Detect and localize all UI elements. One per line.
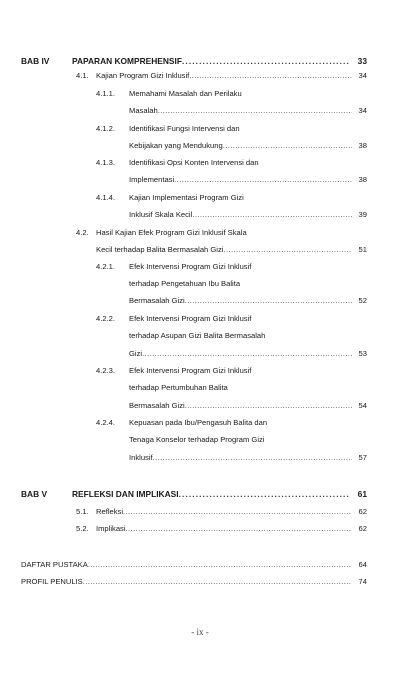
chapter-title: REFLEKSI DAN IMPLIKASI bbox=[72, 489, 179, 499]
subsection-number: 4.1.2. bbox=[96, 124, 115, 133]
subsection-title-line: Bermasalah Gizi bbox=[129, 296, 185, 305]
dot-leader bbox=[126, 524, 352, 534]
section-number: 4.2. bbox=[76, 228, 89, 237]
page-number: 34 bbox=[358, 71, 367, 80]
subsection-title-line: Masalah bbox=[129, 106, 158, 115]
subsection-number: 4.1.4. bbox=[96, 193, 115, 202]
bibliography-row[interactable] bbox=[21, 560, 352, 570]
subsection-number: 4.2.2. bbox=[96, 314, 115, 323]
chapter-title: PAPARAN KOMPREHENSIF bbox=[72, 56, 182, 66]
chapter-title-row[interactable] bbox=[72, 489, 350, 499]
section-title: Kajian Program Gizi Inklusif bbox=[96, 71, 190, 80]
footer-page-number: - ix - bbox=[191, 627, 209, 637]
author-profile-title: PROFIL PENULIS bbox=[21, 577, 83, 586]
subsection-title-line[interactable]: Identifikasi Fungsi Intervensi dan bbox=[129, 124, 240, 133]
section-title-row[interactable] bbox=[96, 507, 352, 517]
dot-leader bbox=[185, 401, 352, 411]
chapter-label: BAB IV bbox=[21, 56, 50, 66]
subsection-title-line: Bermasalah Gizi bbox=[129, 401, 185, 410]
subsection-title-line[interactable]: Identifikasi Opsi Konten Intervensi dan bbox=[129, 158, 259, 167]
dot-leader bbox=[153, 453, 352, 463]
subsection-title-line[interactable]: terhadap Asupan Gizi Balita Bermasalah bbox=[129, 331, 266, 340]
dot-leader bbox=[223, 245, 352, 255]
section-title-line: Kecil terhadap Balita Bermasalah Gizi bbox=[96, 245, 224, 254]
subsection-title-row[interactable] bbox=[129, 175, 352, 185]
subsection-title-row[interactable] bbox=[129, 349, 352, 359]
page-number: 38 bbox=[358, 141, 367, 150]
chapter-title-row[interactable] bbox=[72, 56, 350, 66]
dot-leader bbox=[189, 71, 352, 81]
dot-leader bbox=[158, 106, 352, 116]
page-number: 61 bbox=[357, 489, 367, 499]
subsection-title-line: Inklusif bbox=[129, 453, 153, 462]
subsection-title-line: Kebijakan yang Mendukung bbox=[129, 141, 223, 150]
page-number: 39 bbox=[358, 210, 367, 219]
page-number: 53 bbox=[358, 349, 367, 358]
dot-leader bbox=[182, 56, 350, 66]
section-title-line[interactable]: Hasil Kajian Efek Program Gizi Inklusif Skala bbox=[96, 228, 247, 237]
page-number: 64 bbox=[358, 560, 367, 569]
section-title: Implikasi bbox=[96, 524, 126, 533]
subsection-title-row[interactable] bbox=[129, 453, 352, 463]
subsection-title-row[interactable] bbox=[129, 401, 352, 411]
subsection-number: 4.2.4. bbox=[96, 418, 115, 427]
section-number: 4.1. bbox=[76, 71, 89, 80]
page-number: 33 bbox=[357, 56, 367, 66]
subsection-title-line: Implementasi bbox=[129, 175, 175, 184]
subsection-title-line: Inklusif Skala Kecil bbox=[129, 210, 193, 219]
subsection-number: 4.1.3. bbox=[96, 158, 115, 167]
page-number: 38 bbox=[358, 175, 367, 184]
subsection-number: 4.2.3. bbox=[96, 366, 115, 375]
dot-leader bbox=[192, 210, 352, 220]
subsection-title-line[interactable]: Kepuasan pada Ibu/Pengasuh Balita dan bbox=[129, 418, 268, 427]
subsection-title-line[interactable]: terhadap Pengetahuan Ibu Balita bbox=[129, 279, 241, 288]
subsection-title-line[interactable]: terhadap Pertumbuhan Balita bbox=[129, 383, 228, 392]
subsection-title-line[interactable]: Kajian Implementasi Program Gizi bbox=[129, 193, 244, 202]
bibliography-title: DAFTAR PUSTAKA bbox=[21, 560, 88, 569]
dot-leader bbox=[83, 577, 352, 587]
dot-leader bbox=[142, 349, 352, 359]
section-title-row[interactable] bbox=[96, 245, 352, 255]
subsection-title-line[interactable]: Memahami Masalah dan Perilaku bbox=[129, 89, 242, 98]
page-number: 52 bbox=[358, 296, 367, 305]
section-number: 5.2. bbox=[76, 524, 89, 533]
section-title-row[interactable] bbox=[96, 524, 352, 534]
section-title: Refleksi bbox=[96, 507, 124, 516]
subsection-title-line[interactable]: Efek Intervensi Program Gizi Inklusif bbox=[129, 366, 252, 375]
subsection-title-row[interactable] bbox=[129, 296, 352, 306]
dot-leader bbox=[185, 296, 352, 306]
section-number: 5.1. bbox=[76, 507, 89, 516]
page-number: 62 bbox=[358, 507, 367, 516]
dot-leader bbox=[179, 489, 350, 499]
dot-leader bbox=[223, 141, 352, 151]
dot-leader bbox=[123, 507, 352, 517]
page-number: 74 bbox=[358, 577, 367, 586]
subsection-title-row[interactable] bbox=[129, 106, 352, 116]
page-number: 51 bbox=[358, 245, 367, 254]
page-number: 62 bbox=[358, 524, 367, 533]
subsection-title-line[interactable]: Tenaga Konselor terhadap Program Gizi bbox=[129, 435, 265, 444]
author-profile-row[interactable] bbox=[21, 577, 352, 587]
subsection-title-row[interactable] bbox=[129, 141, 352, 151]
section-title-row[interactable] bbox=[96, 71, 352, 81]
subsection-title-line[interactable]: Efek Intervensi Program Gizi Inklusif bbox=[129, 262, 252, 271]
subsection-number: 4.2.1. bbox=[96, 262, 115, 271]
page-number: 54 bbox=[358, 401, 367, 410]
subsection-number: 4.1.1. bbox=[96, 89, 115, 98]
subsection-title-line[interactable]: Efek Intervensi Program Gizi Inklusif bbox=[129, 314, 252, 323]
subsection-title-row[interactable] bbox=[129, 210, 352, 220]
dot-leader bbox=[174, 175, 352, 185]
dot-leader bbox=[88, 560, 352, 570]
page-number: 57 bbox=[358, 453, 367, 462]
chapter-label: BAB V bbox=[21, 489, 48, 499]
subsection-title-line: Gizi bbox=[129, 349, 143, 358]
page-number: 34 bbox=[358, 106, 367, 115]
